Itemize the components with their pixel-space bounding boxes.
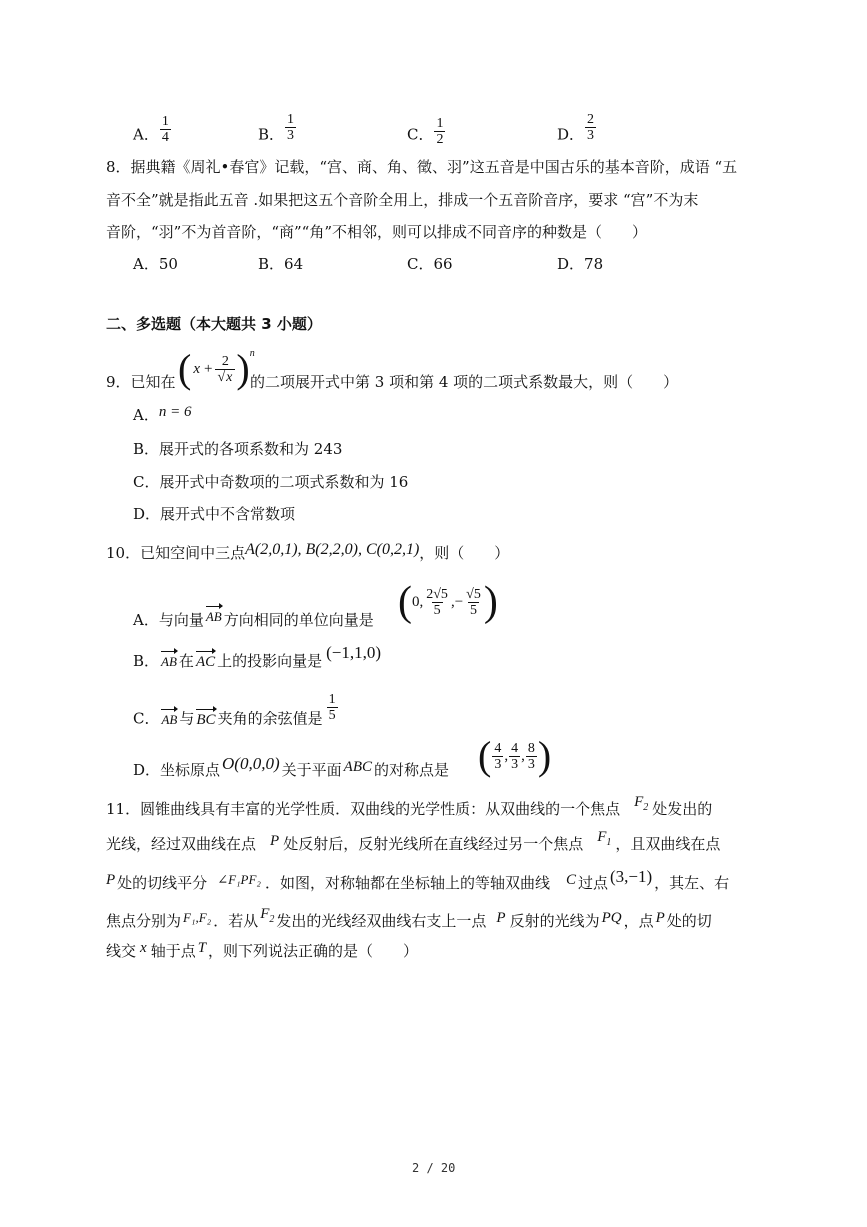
denominator: 4	[161, 130, 169, 145]
fraction	[526, 741, 537, 772]
vector-ab: AB	[206, 607, 222, 627]
radicand: x	[226, 369, 233, 385]
exponent: n	[249, 348, 255, 359]
q11-line-2	[106, 829, 721, 861]
numerator: 4	[511, 740, 519, 756]
option-text: 夹角的余弦值是	[217, 709, 323, 728]
q8-option-a: A．50	[133, 255, 178, 273]
component: 0,	[412, 593, 424, 610]
text: 处反射后，反射光线所在直线经过另一个焦点	[283, 835, 584, 853]
denominator: 5	[433, 602, 441, 618]
text: 过点	[577, 874, 608, 892]
option-letter: C．	[407, 125, 434, 144]
fraction	[327, 692, 338, 723]
q10-option-a-value: ( 0, $\frac{2√5}{5}$ ,− $\frac{√5}{5}$ )	[398, 579, 498, 625]
focus-f2: $F_2$	[260, 906, 275, 925]
q7-option-b	[258, 112, 297, 151]
text: ，其左、右	[654, 874, 730, 892]
option-text: D．坐标原点	[133, 761, 221, 779]
fraction	[215, 354, 235, 385]
axis-x: x	[140, 940, 147, 956]
vector-ab: AB	[161, 652, 177, 672]
fraction	[585, 112, 596, 143]
text: 处的切	[666, 912, 712, 930]
numerator: 1	[328, 692, 336, 707]
option-letter: B．	[258, 125, 285, 144]
denominator: 3	[587, 128, 595, 143]
q8-option-c: C．66	[407, 255, 453, 273]
point-p: P	[270, 833, 280, 849]
numerator: 2	[221, 353, 229, 369]
denominator: 3	[494, 756, 502, 772]
curve-c: C	[565, 872, 576, 888]
q11-line-3	[106, 867, 730, 894]
numerator: 1	[287, 112, 295, 127]
text: 线交	[106, 942, 137, 960]
vector-ac: AC	[195, 654, 216, 670]
fraction	[509, 741, 520, 772]
focus-f1: $F_1$	[597, 829, 612, 848]
q9-option-b: B．展开式的各项系数和为 243	[133, 440, 343, 458]
point-p: P	[655, 910, 665, 926]
focus-f2: $F_2$	[634, 794, 649, 813]
fraction	[424, 587, 450, 618]
text: ，且双曲线在点	[615, 835, 721, 853]
q8-option-d: D．78	[557, 255, 604, 273]
option-text: 在	[178, 652, 194, 670]
point-t: T	[197, 940, 207, 956]
point-coord: (3,−1)	[610, 867, 653, 886]
fraction	[464, 587, 483, 618]
q8-line-2: 音不全”就是指此五音 .如果把这五个音阶全用上，排成一个五音阶音序，要求 “宫”不为末	[106, 191, 699, 209]
fraction	[492, 741, 503, 772]
option-text: 上的投影向量是	[217, 652, 323, 670]
point-p: P	[496, 910, 506, 926]
page-number: 2 / 20	[412, 1161, 456, 1175]
fraction	[285, 112, 296, 143]
text: ．若从	[213, 912, 259, 930]
q11-line-5	[106, 941, 418, 962]
denominator: 2	[436, 132, 444, 147]
numerator: 2	[587, 112, 595, 127]
fraction	[160, 114, 171, 145]
text: 光线，经过双曲线在点	[106, 835, 257, 853]
denominator: 3	[527, 756, 535, 772]
denominator: 5	[328, 708, 336, 723]
q10-option-b	[133, 643, 382, 672]
option-letter: B．	[133, 652, 160, 670]
text: 发出的光线经双曲线右支上一点	[276, 912, 487, 930]
q8-line-3: 音阶，“羽”不为首音阶，“商”“角”不相邻，则可以排成不同音序的种数是（ ）	[106, 223, 648, 241]
q9-option-c: C．展开式中奇数项的二项式系数和为 16	[133, 473, 409, 491]
points: A(2,0,1), B(2,2,0), C(0,2,1)	[245, 541, 420, 558]
text: 处的切线平分	[117, 874, 208, 892]
q9-suffix: 的二项展开式中第 3 项和第 4 项的二项式系数最大，则（ ）	[250, 373, 679, 391]
option-letter: A．	[133, 125, 159, 144]
q9-stem	[106, 372, 176, 392]
numerator: 4	[494, 740, 502, 756]
q9-prefix: 9．已知在	[106, 373, 176, 391]
fraction	[434, 116, 445, 147]
text: 处发出的	[652, 800, 713, 818]
text: ，则下列说法正确的是（ ）	[208, 942, 419, 960]
q11-line-4	[106, 906, 712, 938]
section-title: 二、多选题（本大题共 3 小题）	[106, 315, 322, 333]
q10-stem	[106, 543, 509, 564]
q10-option-d	[133, 754, 450, 781]
text: 11．圆锥曲线具有丰富的光学性质．双曲线的光学性质：从双曲线的一个焦点	[106, 800, 621, 818]
q10-suffix: ，则（ ）	[419, 544, 510, 562]
sqrt-icon: √x	[217, 369, 233, 385]
text: 焦点分别为	[106, 912, 182, 930]
option-text: A．与向量	[133, 611, 204, 629]
numerator: 1	[161, 114, 169, 129]
text: 反射的光线为	[509, 912, 600, 930]
projection-value: (−1,1,0)	[326, 643, 382, 662]
plus-sign: +	[204, 360, 213, 377]
q9-option-d: D．展开式中不含常数项	[133, 505, 296, 523]
numerator: √5	[466, 586, 481, 602]
q11-line-1	[106, 794, 713, 826]
option-letter: D．	[557, 125, 585, 144]
q10-option-a	[133, 610, 374, 631]
q9-expression: ( x + $\frac{2}{√x}$ ) n	[178, 346, 255, 391]
option-text: 的对称点是	[374, 761, 450, 779]
option-letter: A．	[133, 406, 159, 424]
option-letter: C．	[133, 709, 160, 728]
denominator: 3	[287, 128, 295, 143]
q7-option-a	[133, 114, 172, 151]
variable-x: x	[193, 360, 200, 377]
denominator: 3	[511, 756, 519, 772]
q9-option-a	[133, 405, 191, 426]
q10-option-d-value: ( $\frac{4}{3}$ , $\frac{4}{3}$ , $\frac{8}{3}$ )	[478, 733, 552, 778]
plane-abc: ABC	[343, 759, 372, 775]
option-text: 方向相同的单位向量是	[223, 611, 374, 629]
vector-ab: AB	[161, 710, 177, 730]
denominator: 5	[470, 602, 477, 618]
q8-line-1: 8．据典籍《周礼•春官》记载，“宫、商、角、徵、羽”这五音是中国古乐的基本音阶，成语 “五	[106, 158, 738, 176]
point-p: P	[106, 872, 116, 888]
q10-option-c	[133, 692, 339, 735]
angle: ∠F₁PF₂	[217, 872, 261, 887]
option-text: 关于平面	[281, 761, 342, 779]
vector-bc: BC	[196, 711, 216, 728]
q7-option-d	[557, 112, 597, 151]
q8-option-b: B．64	[258, 255, 304, 273]
q7-option-c	[407, 116, 446, 151]
separator: ,−	[450, 593, 464, 610]
text: ．如图，对称轴都在坐标轴上的等轴双曲线	[264, 874, 550, 892]
ray-pq: PQ	[601, 910, 622, 926]
text: ，点	[623, 912, 654, 930]
origin-point: O(0,0,0)	[222, 754, 280, 773]
q10-prefix: 10．已知空间中三点	[106, 544, 246, 562]
numerator: 2√5	[426, 586, 448, 602]
denominator	[215, 369, 235, 385]
equation: n = 6	[158, 404, 192, 420]
text: 轴于点	[150, 942, 196, 960]
foci: F₁,F₂	[183, 910, 212, 925]
option-text: 与	[179, 709, 195, 728]
numerator: 1	[436, 116, 444, 131]
numerator: 8	[527, 740, 535, 756]
